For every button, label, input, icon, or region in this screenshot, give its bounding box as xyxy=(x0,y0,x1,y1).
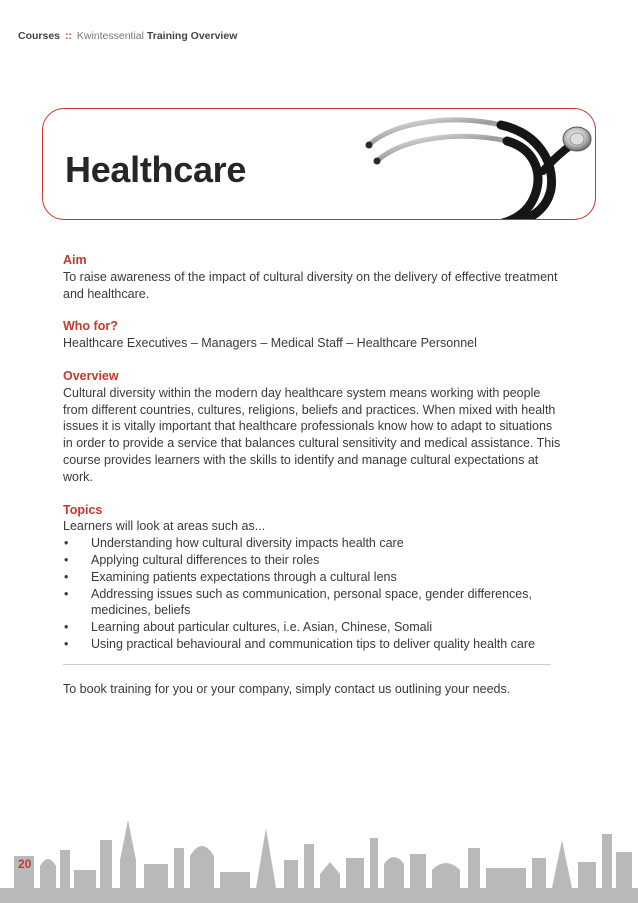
bullet-icon: • xyxy=(64,569,69,584)
page-number: 20 xyxy=(18,857,32,871)
topic-text: Addressing issues such as communication, personal space, gender differences, medicines, beliefs xyxy=(91,586,532,618)
city-skyline-illustration xyxy=(0,800,638,903)
list-item xyxy=(63,569,563,586)
bullet-icon: • xyxy=(64,620,69,635)
who-for-section xyxy=(63,318,563,352)
aim-text: To raise awareness of the impact of cultural diversity on the delivery of effective treatment and healthcare. xyxy=(63,269,558,301)
aim-section xyxy=(63,252,563,302)
aim-heading: Aim xyxy=(63,253,87,267)
divider xyxy=(63,664,551,665)
overview-section xyxy=(63,368,563,486)
breadcrumb-section[interactable]: Courses xyxy=(18,30,61,42)
bullet-icon: • xyxy=(64,586,69,601)
topic-text: Applying cultural differences to their roles xyxy=(91,552,320,567)
who-for-text: Healthcare Executives – Managers – Medical Staff – Healthcare Personnel xyxy=(63,336,477,351)
page-title: Healthcare xyxy=(65,149,247,190)
bullet-icon: • xyxy=(64,636,69,651)
overview-text: Cultural diversity within the modern day healthcare system means working with people from different countries, cultures, religions, beliefs and practices. When mixed with health issues it is vitally important that healthcare professionals know how to adapt to situations in order to provide a service that balances cultural sensitivity and medical assistance. This course provides learners with the skills to identify and manage cultural expectations at work. xyxy=(63,385,561,484)
list-item xyxy=(63,619,563,636)
who-for-heading: Who for? xyxy=(63,319,118,334)
topics-list xyxy=(63,535,563,653)
list-item xyxy=(63,535,563,552)
breadcrumb xyxy=(18,30,237,42)
topics-intro: Learners will look at areas such as... xyxy=(63,519,266,534)
bullet-icon: • xyxy=(64,536,69,551)
topics-heading: Topics xyxy=(63,502,103,517)
topic-text: Understanding how cultural diversity impacts health care xyxy=(91,536,404,551)
breadcrumb-separator: :: xyxy=(64,30,72,42)
overview-heading: Overview xyxy=(63,368,119,383)
list-item xyxy=(63,552,563,569)
topic-text: Using practical behavioural and communication tips to deliver quality health care xyxy=(91,636,535,651)
course-header-card xyxy=(42,108,596,220)
bullet-icon: • xyxy=(64,552,69,567)
list-item xyxy=(63,586,563,620)
booking-note: To book training for you or your company, simply contact us outlining your needs. xyxy=(63,682,511,696)
topic-text: Learning about particular cultures, i.e. Asian, Chinese, Somali xyxy=(91,620,433,635)
topic-text: Examining patients expectations through a cultural lens xyxy=(91,569,397,584)
breadcrumb-page: Training Overview xyxy=(146,30,238,42)
list-item xyxy=(63,636,563,653)
breadcrumb-brand: Kwintessential xyxy=(76,30,144,42)
stethoscope-image xyxy=(311,109,595,219)
topics-section xyxy=(63,502,563,653)
course-content xyxy=(63,252,563,669)
